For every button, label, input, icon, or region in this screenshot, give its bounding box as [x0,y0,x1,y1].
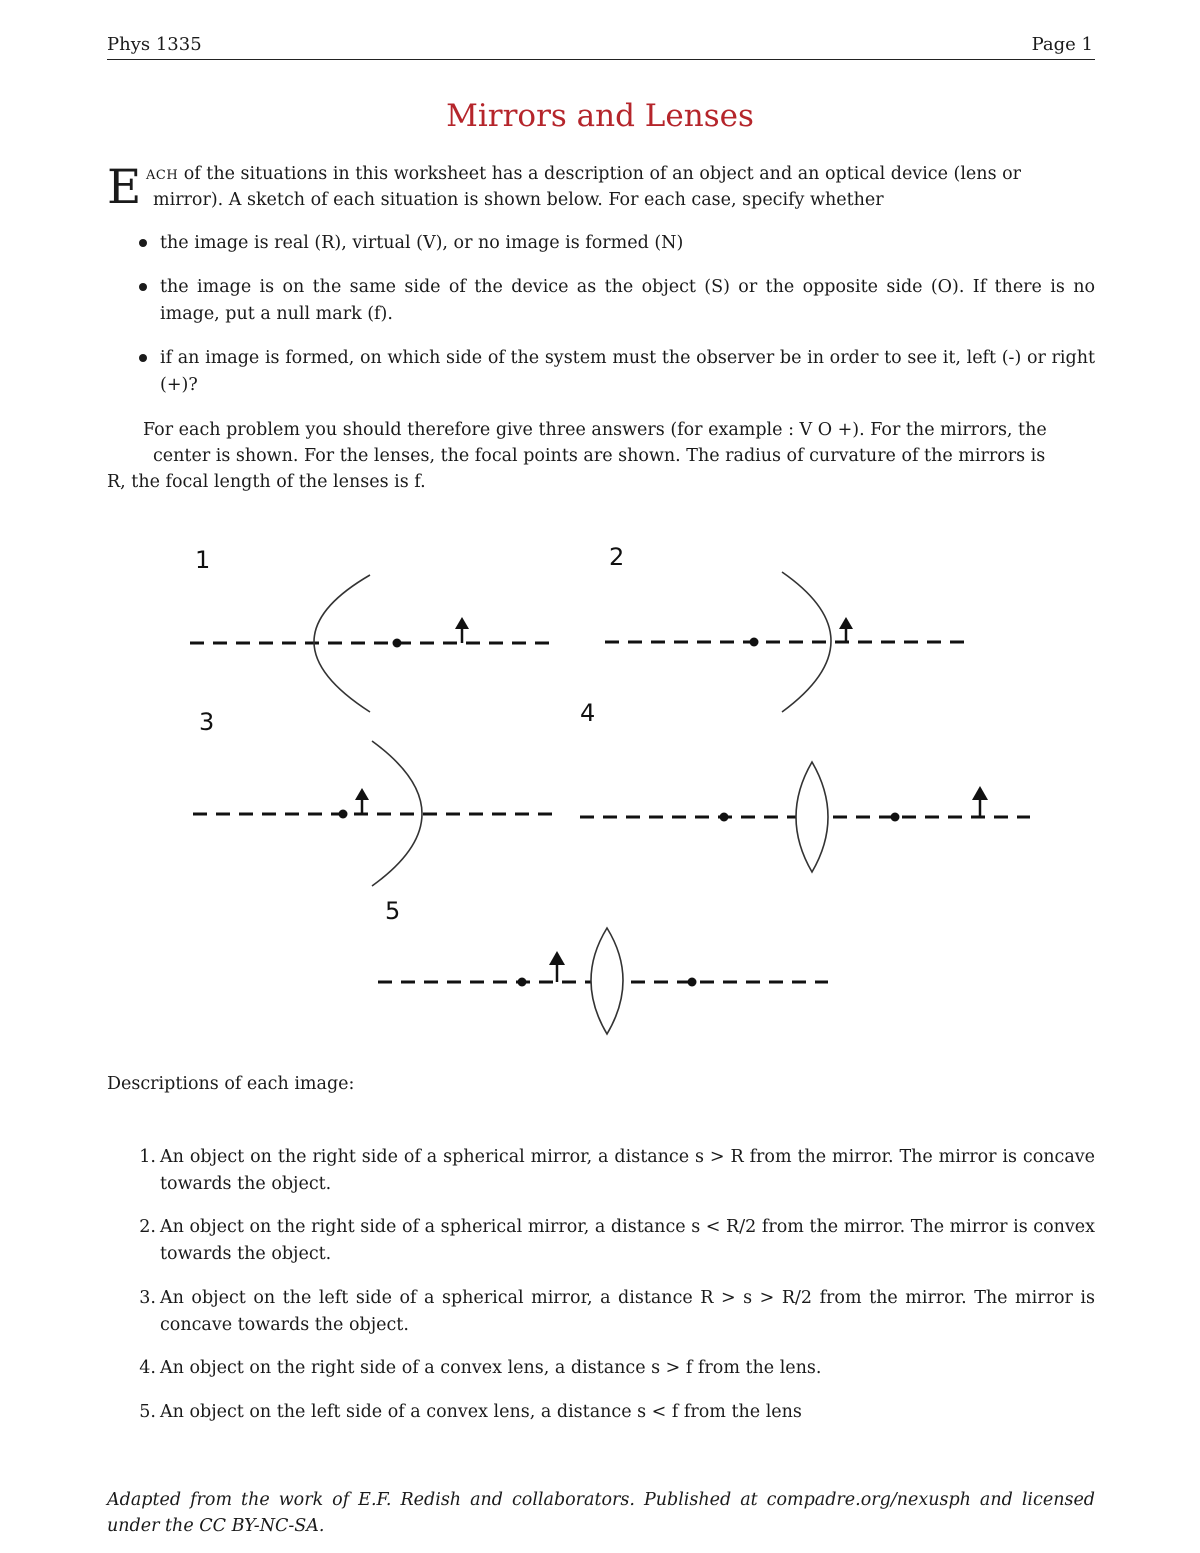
center-point [339,810,348,819]
object-arrow [455,617,469,643]
intro-line-1-text: of the situations in this worksheet has a description of an object and an optical device (lens or [178,164,1022,184]
intro-line-1 [146,161,1095,189]
bullet-item: if an image is formed, on which side of the system must the observer be in order to see it, left (-) or right (+)? [160,348,1095,395]
figure-label: 5 [385,897,401,925]
description-item: An object on the right side of a spherical mirror, a distance s > R from the mirror. The mirror is concave towards the object. [160,1147,1095,1194]
description-item: An object on the right side of a convex lens, a distance s > f from the lens. [160,1358,822,1378]
object-arrow [549,951,565,982]
descriptions-heading: Descriptions of each image: [107,1074,355,1094]
focal-point [688,978,697,987]
bullet-dot [139,283,147,291]
object-arrow [839,617,853,642]
bullet-item: the image is on the same side of the device as the object (S) or the opposite side (O). If there is no image, put a null mark (f). [160,277,1095,324]
dropcap: E [107,160,142,215]
item-number: 4. [139,1358,156,1378]
instructions-line: For each problem you should therefore give three answers (for example : V O +). For the mirrors, the [143,420,1047,440]
focal-point [891,813,900,822]
description-item: An object on the left side of a convex lens, a distance s < f from the lens [160,1402,802,1422]
header-rule [107,59,1095,60]
figure-label: 4 [580,699,596,727]
attribution-footer: Adapted from the work of E.F. Redish and collaborators. Published at compadre.org/nexusph and licensed under the CC BY-NC-SA. [107,1490,1095,1536]
focal-point [720,813,729,822]
figure-label: 1 [195,546,211,574]
item-number: 3. [139,1288,156,1308]
convex-lens [796,762,828,872]
instructions-line: center is shown. For the lenses, the focal points are shown. The radius of curvature of the mirrors is [153,446,1046,466]
instructions-line: R, the focal length of the lenses is f. [107,472,426,492]
page-number: Page 1 [1031,34,1093,55]
course-header: Phys 1335 [107,34,202,55]
description-item: An object on the right side of a spherical mirror, a distance s < R/2 from the mirror. The mirror is convex towards the object. [160,1217,1095,1264]
bullet-dot [139,354,147,362]
center-point [393,639,402,648]
page-title: Mirrors and Lenses [446,98,754,134]
item-number: 2. [139,1217,156,1237]
figure-label: 3 [199,708,215,736]
center-point [750,638,759,647]
intro-smallcaps: ACH [146,168,179,183]
optics-figure [0,520,1200,1060]
instructions-paragraph [107,417,1095,495]
bullet-dot [139,239,147,247]
bullet-item: the image is real (R), virtual (V), or no image is formed (N) [160,233,684,253]
figure-label: 2 [609,543,625,571]
intro-line-2: mirror). A sketch of each situation is shown below. For each case, specify whether [153,190,884,210]
convex-lens [591,928,623,1034]
item-number: 1. [139,1147,156,1167]
focal-point [518,978,527,987]
item-number: 5. [139,1402,156,1422]
object-arrow [972,786,988,817]
description-item: An object on the left side of a spherical mirror, a distance R > s > R/2 from the mirror. The mirror is concave towards the object. [160,1288,1095,1335]
object-arrow [355,788,369,814]
